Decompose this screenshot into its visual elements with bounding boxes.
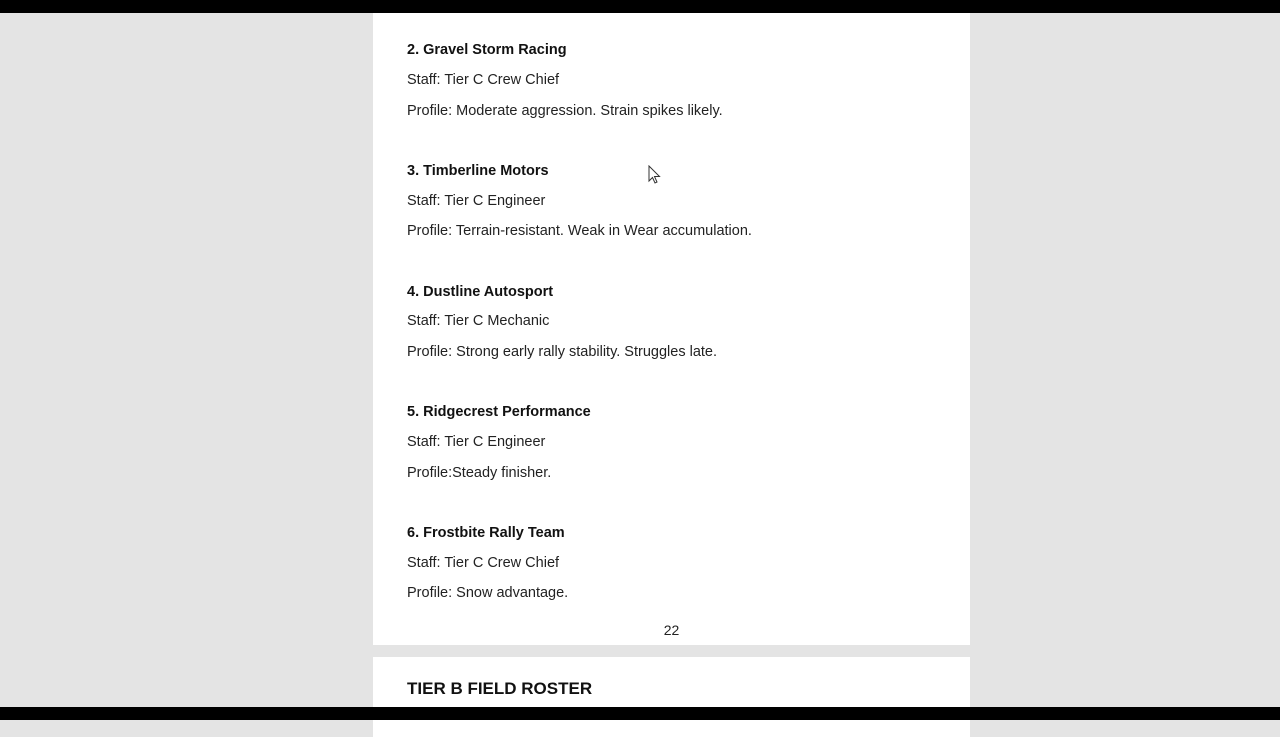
team-staff: Staff: Tier C Mechanic	[407, 313, 550, 329]
document-page-next	[373, 657, 970, 737]
team-profile: Profile: Strong early rally stability. Struggles late.	[407, 344, 718, 360]
mouse-cursor-icon	[648, 165, 661, 190]
team-profile: Profile: Snow advantage.	[407, 585, 569, 601]
team-profile: Profile:Steady finisher.	[407, 465, 552, 481]
top-letterbox	[0, 0, 1280, 13]
document-page	[373, 13, 970, 645]
section-heading: TIER B FIELD ROSTER	[407, 679, 593, 698]
team-staff: Staff: Tier C Crew Chief	[407, 72, 560, 88]
team-profile: Profile: Moderate aggression. Strain spikes likely.	[407, 103, 723, 119]
team-title: 4. Dustline Autosport	[407, 284, 554, 300]
team-title: 3. Timberline Motors	[407, 163, 549, 179]
team-title: 2. Gravel Storm Racing	[407, 42, 567, 58]
team-staff: Staff: Tier C Engineer	[407, 434, 546, 450]
team-title: 5. Ridgecrest Performance	[407, 404, 591, 420]
team-staff: Staff: Tier C Engineer	[407, 193, 546, 209]
team-profile: Profile: Terrain-resistant. Weak in Wear accumulation.	[407, 223, 752, 239]
page-number: 22	[663, 622, 680, 638]
bottom-letterbox	[0, 707, 1280, 720]
team-title: 6. Frostbite Rally Team	[407, 525, 565, 541]
team-staff: Staff: Tier C Crew Chief	[407, 555, 560, 571]
